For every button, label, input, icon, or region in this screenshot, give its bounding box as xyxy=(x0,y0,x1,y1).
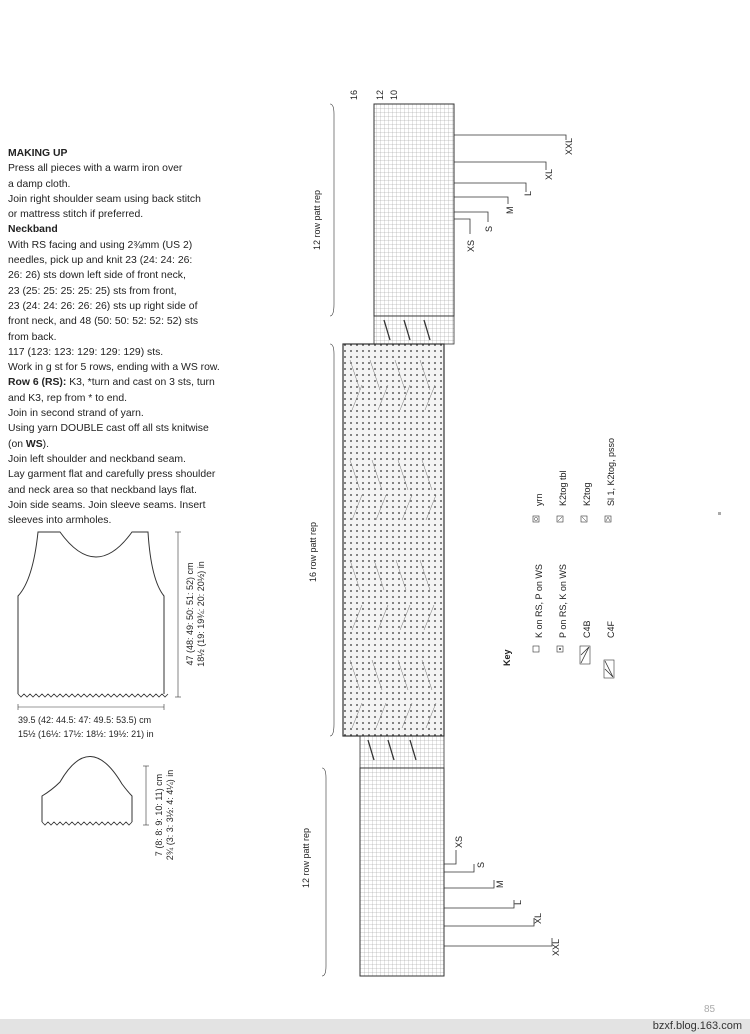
neckband-heading: Neckband xyxy=(8,224,58,236)
instruction-line: 23 (25: 25: 25: 25: 25) sts from front, xyxy=(8,285,177,297)
sleeve-schematic xyxy=(42,756,175,860)
knit-symbol-icon xyxy=(533,646,539,652)
key-item: C4F xyxy=(606,620,616,638)
chart-top-grid xyxy=(374,104,454,316)
instruction-line: 26: 26) sts down left side of front neck, xyxy=(8,270,186,282)
instruction-line: Join in second strand of yarn. xyxy=(8,408,144,420)
size-label: XXL xyxy=(551,938,561,956)
repeat-label: 12 row patt rep xyxy=(312,189,322,251)
stitch-chart xyxy=(301,90,574,976)
chart-col-number: 16 xyxy=(349,89,359,100)
sleeve-hem xyxy=(42,822,132,825)
size-label: XS xyxy=(466,239,476,252)
body-width-cm: 39.5 (42: 44.5: 47: 49.5: 53.5) cm xyxy=(18,715,152,725)
chart-top-transition xyxy=(374,316,454,344)
instruction-line: Press all pieces with a warm iron over xyxy=(8,163,183,175)
repeat-label: 16 row patt rep xyxy=(308,521,318,583)
size-label: XL xyxy=(544,168,554,180)
repeat-label: 12 row patt rep xyxy=(301,827,311,889)
size-label: XL xyxy=(533,912,543,924)
size-label: L xyxy=(513,899,523,905)
key-title: Key xyxy=(502,649,512,666)
row6-text: K3, *turn and cast on 3 sts, turn xyxy=(66,377,215,389)
row6-label: Row 6 (RS): xyxy=(8,377,67,389)
key-item: P on RS, K on WS xyxy=(558,564,568,638)
instruction-line: a damp cloth. xyxy=(8,178,71,190)
body-outline xyxy=(18,532,164,694)
instruction-line: Join side seams. Join sleeve seams. Insert xyxy=(8,499,206,511)
size-label: M xyxy=(495,880,505,888)
instruction-line: or mattress stitch if preferred. xyxy=(8,209,144,221)
sleeve-height-cm: 7 (8: 8: 9: 10: 11) cm xyxy=(154,773,164,857)
instruction-line: sleeves into armholes. xyxy=(8,515,112,527)
instruction-line: 117 (123: 123: 129: 129: 129) sts. xyxy=(8,346,164,358)
c4b-symbol-icon xyxy=(580,646,590,664)
instruction-line: 23 (24: 24: 26: 26: 26) sts up right side of xyxy=(8,300,198,312)
instruction-line: Join left shoulder and neckband seam. xyxy=(8,453,186,465)
body-width-in: 15½ (16½: 17½: 18½: 19½: 21) in xyxy=(18,729,154,739)
instruction-line: front neck, and 48 (50: 50: 52: 52: 52) sts xyxy=(8,316,199,328)
key-item: K on RS, P on WS xyxy=(534,564,544,638)
key-item: yrn xyxy=(534,493,544,506)
size-label: S xyxy=(476,861,486,868)
on-ws-suffix: ). xyxy=(42,438,50,450)
instruction-line: Work in g st for 5 rows, ending with a WS row. xyxy=(8,362,220,374)
watermark-text: bzxf.blog.163.com xyxy=(652,1020,742,1032)
c4f-symbol-icon xyxy=(604,660,614,678)
key-item: K2tog xyxy=(582,482,592,506)
chart-bottom-transition xyxy=(360,736,444,768)
sleeve-height-in: 2¾ (3: 3: 3½: 4: 4¼) in xyxy=(165,769,175,861)
chart-bottom-grid xyxy=(360,768,444,976)
body-height-in: 18½ (19: 19¾: 20: 20½) in xyxy=(196,561,206,667)
instruction-line: Lay garment flat and carefully press shoulder xyxy=(8,469,216,481)
instruction-line: from back. xyxy=(8,331,57,343)
sleeve-outline xyxy=(42,756,132,822)
size-label: L xyxy=(523,190,533,196)
size-label: S xyxy=(484,225,494,232)
instruction-line: With RS facing and using 2¾mm (US 2) xyxy=(8,239,193,251)
instruction-line: and neck area so that neckband lays flat. xyxy=(8,484,197,496)
chart-col-number: 10 xyxy=(389,89,399,100)
page-number: 85 xyxy=(704,1004,716,1015)
key-item: Sl 1, K2tog, psso xyxy=(606,437,616,506)
key-item: C4B xyxy=(582,620,592,638)
instruction-line: Join right shoulder seam using back stitch xyxy=(8,193,201,205)
yrn-symbol-icon xyxy=(533,516,539,522)
on-ws-prefix: (on xyxy=(8,438,26,450)
body-schematic xyxy=(18,532,206,739)
on-ws-bold: WS xyxy=(25,438,43,450)
body-hem xyxy=(18,694,168,697)
footer-bar xyxy=(0,1019,750,1034)
size-label: M xyxy=(505,206,515,214)
size-label: XXL xyxy=(564,137,574,155)
chart-pattern-block xyxy=(343,344,444,736)
chart-key xyxy=(502,438,616,678)
instruction-line: needles, pick up and knit 23 (24: 24: 26: xyxy=(8,255,193,267)
instruction-line: Using yarn DOUBLE cast off all sts knitwise xyxy=(8,423,209,435)
body-height-cm: 47 (48: 49: 50: 51: 52) cm xyxy=(185,562,195,666)
instruction-line: and K3, rep from * to end. xyxy=(8,392,127,404)
size-label: XS xyxy=(454,835,464,848)
chart-col-number: 12 xyxy=(375,89,385,100)
key-item: K2tog tbl xyxy=(558,470,568,506)
making-up-heading: MAKING UP xyxy=(8,148,68,159)
